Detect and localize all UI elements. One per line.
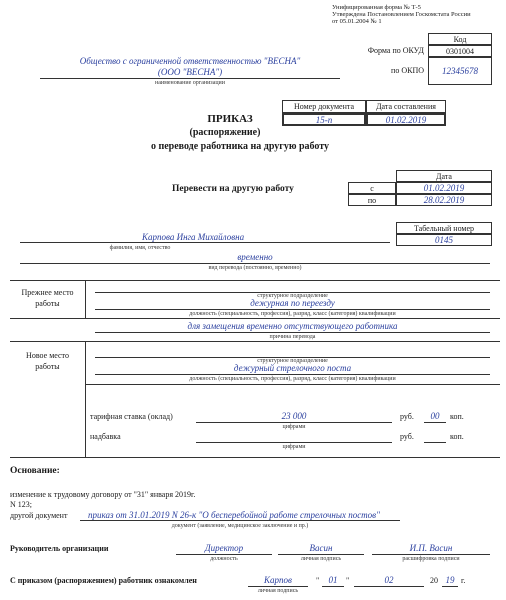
employee-name: Карпова Инга Михайловна	[20, 232, 390, 243]
tab-number: 0145	[396, 234, 492, 246]
order-title: ПРИКАЗ	[207, 113, 253, 125]
previous-position: дежурная по переезду	[95, 298, 490, 310]
rate-rub: руб.	[400, 412, 414, 421]
ack-day-close: "	[346, 576, 350, 585]
transfer-type: временно	[20, 252, 490, 264]
transfer-type-caption: вид перевода (постоянно, временно)	[208, 265, 302, 271]
doc-number: 15-п	[282, 113, 366, 126]
org-name: Общество с ограниченной ответственностью "ВЕСНА"	[79, 56, 301, 66]
previous-dept-line	[95, 284, 490, 293]
ack-signature: Карпов	[248, 575, 308, 587]
order-topic: о переводе работника на другую работу	[150, 141, 330, 152]
ack-year-prefix: 20	[430, 576, 438, 585]
bonus-label: надбавка	[90, 432, 121, 441]
doc-date-header: Дата составления	[366, 100, 446, 113]
transfer-reason: для замещения временно отсутствующего работника	[95, 321, 490, 333]
head-name: И.П. Васин	[372, 543, 490, 555]
new-dept-line	[95, 349, 490, 358]
rate-value: 23 000	[196, 411, 392, 423]
head-position-caption: должность	[210, 556, 238, 562]
other-doc-caption: документ (заявление, медицинское заключение и пр.)	[171, 523, 309, 529]
order-subtitle: (распоряжение)	[189, 127, 261, 138]
org-caption: наименование организации	[155, 80, 225, 86]
org-short-name: (ООО "ВЕСНА")	[40, 67, 340, 79]
from-date: 01.02.2019	[396, 182, 492, 194]
form-note: Унифицированная форма № Т-5 Утверждена Постановлением Госкомстата России от 05.01.2004 № 1	[332, 4, 471, 25]
bonus-kop-value	[424, 432, 446, 443]
rate-caption: цифрами	[282, 424, 306, 430]
head-name-caption: расшифровка подписи	[402, 556, 460, 562]
to-label: по	[348, 194, 396, 206]
tab-number-header: Табельный номер	[396, 222, 492, 234]
bonus-rub: руб.	[400, 432, 414, 441]
new-dept-caption: структурное подразделение	[257, 358, 328, 364]
okpo-value: 12345678	[428, 57, 492, 85]
date-header: Дата	[396, 170, 492, 182]
transfer-label: Перевести на другую работу	[172, 184, 294, 194]
okud-label: Форма по ОКУД	[367, 46, 424, 55]
basis-label: Основание:	[10, 466, 60, 476]
code-header: Код	[428, 33, 492, 45]
ack-signature-caption: личная подпись	[257, 588, 299, 594]
basis-line1: изменение к трудовому договору от "31" января 2019г.	[10, 490, 196, 499]
okud-value: 0301004	[428, 45, 492, 57]
new-position-caption: должность (специальность, профессия), разряд, класс (категория) квалификации	[189, 376, 396, 382]
rate-label: тарифная ставка (оклад)	[90, 412, 173, 421]
ack-label: С приказом (распоряжением) работник ознакомлен	[10, 576, 197, 585]
previous-place-label: Прежнее место работы	[21, 288, 74, 308]
head-signature-caption: личная подпись	[300, 556, 342, 562]
doc-date: 01.02.2019	[366, 113, 446, 126]
head-position: Директор	[176, 543, 272, 555]
rate-kop-value: 00	[424, 411, 446, 423]
ack-day: 01	[322, 575, 344, 587]
doc-number-header: Номер документа	[282, 100, 366, 113]
head-label: Руководитель организации	[10, 544, 109, 553]
transfer-reason-caption: причина перевода	[269, 334, 316, 340]
bonus-caption: цифрами	[282, 444, 306, 450]
head-signature: Васин	[278, 543, 364, 555]
ack-day-open: "	[316, 576, 320, 585]
bonus-kop: коп.	[450, 432, 464, 441]
ack-year: 19	[442, 575, 458, 587]
new-place-label: Новое место работы	[26, 351, 69, 371]
ack-year-suffix: г.	[461, 576, 466, 585]
basis-line2: N 123;	[10, 500, 32, 509]
employee-caption: фамилия, имя, отчество	[109, 245, 171, 251]
other-doc-value: приказ от 31.01.2019 N 26-к "О бесперебойной работе стрелочных постов"	[80, 510, 400, 521]
okpo-label: по ОКПО	[391, 66, 424, 75]
rate-kop: коп.	[450, 412, 464, 421]
new-position: дежурный стрелочного поста	[95, 363, 490, 375]
previous-dept-caption: структурное подразделение	[257, 293, 328, 299]
bonus-value	[196, 432, 392, 443]
ack-month: 02	[354, 575, 424, 587]
previous-position-caption: должность (специальность, профессия), разряд, класс (категория) квалификации	[189, 311, 396, 317]
other-doc-label: другой документ	[10, 511, 68, 520]
to-date: 28.02.2019	[396, 194, 492, 206]
from-label: с	[348, 182, 396, 194]
